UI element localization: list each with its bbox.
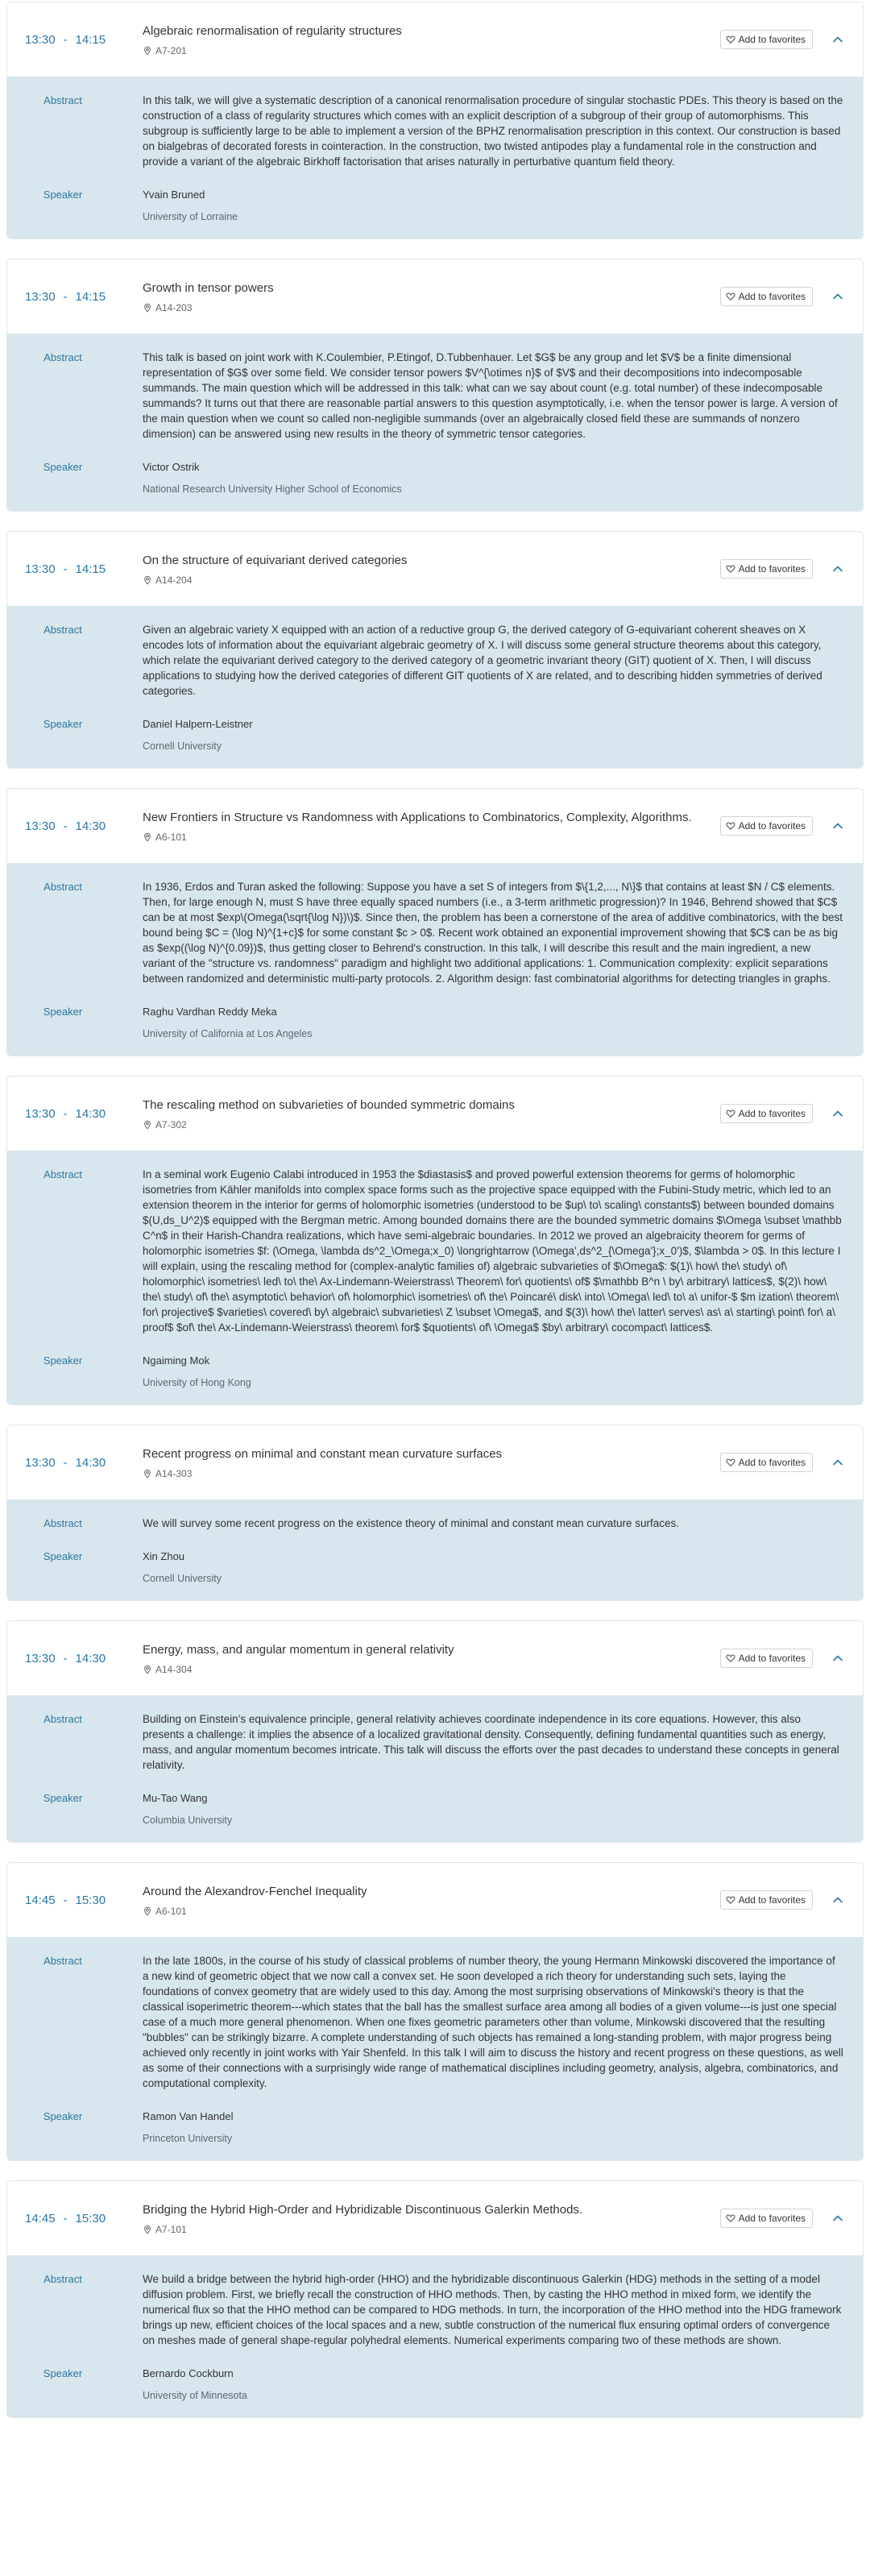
time-separator: - bbox=[63, 2211, 68, 2225]
talk-title-block bbox=[143, 789, 702, 863]
heart-outline-icon bbox=[726, 2213, 735, 2223]
abstract-row bbox=[7, 93, 863, 169]
talk-header bbox=[7, 789, 863, 863]
speaker-name: Bernardo Cockburn bbox=[143, 2367, 234, 2379]
time-separator: - bbox=[63, 562, 68, 576]
talk-header bbox=[7, 1076, 863, 1151]
talk-room bbox=[143, 1906, 702, 1917]
abstract-label: Abstract bbox=[44, 2273, 82, 2285]
collapse-chevron-up-icon[interactable] bbox=[831, 289, 845, 304]
abstract-text: Given an algebraic variety X equipped with an action of a reductive group G, the derived category of G-equivariant coherent sheaves on X encodes lots of information about the equivariant algebraic geometry of X. I will discuss some general structure theorems about this category, which relate the equivariant derived category to the derived category of a geometric invariant theory (GIT) quotient of X. Then, I will discuss applications to studying how the derived categories of different GIT quotients of X are related, and to describing hidden symmetries of derived categories. bbox=[143, 624, 822, 697]
start-time: 13:30 bbox=[25, 1455, 56, 1470]
abstract-row bbox=[7, 2271, 863, 2348]
heart-outline-icon bbox=[726, 821, 735, 831]
talk-title: Growth in tensor powers bbox=[143, 281, 274, 295]
talk-room bbox=[143, 2224, 702, 2235]
favorite-label: Add to favorites bbox=[738, 34, 806, 45]
abstract-row bbox=[7, 622, 863, 699]
talk-header bbox=[7, 2181, 863, 2255]
time-separator: - bbox=[63, 819, 68, 833]
room-label: A14-204 bbox=[155, 575, 193, 586]
favorite-label: Add to favorites bbox=[738, 1108, 806, 1119]
talk-header bbox=[7, 2, 863, 77]
speaker-info bbox=[143, 1549, 863, 1586]
speaker-row bbox=[7, 1790, 863, 1827]
speaker-label: Speaker bbox=[43, 718, 83, 730]
talk-room bbox=[143, 832, 702, 843]
talk-title-block bbox=[143, 2181, 702, 2255]
speaker-label: Speaker bbox=[43, 1006, 83, 1018]
collapse-chevron-up-icon[interactable] bbox=[831, 2211, 845, 2225]
end-time: 14:30 bbox=[75, 1455, 106, 1470]
speaker-row bbox=[7, 1549, 863, 1586]
abstract-label: Abstract bbox=[44, 351, 82, 363]
start-time: 14:45 bbox=[25, 2211, 56, 2225]
start-time: 13:30 bbox=[25, 1106, 56, 1121]
talk-title-block bbox=[143, 1621, 702, 1695]
abstract-text: In the late 1800s, in the course of his study of classical problems of number theory, the young Hermann Minkowski discovered the importance of a new kind of geometric object that we now call a convex set. He soon developed a rich theory for understanding such sets, laying the foundations of convex geometry that are widely used to this day. Among the most surprising observations of Minkowski's theory is that the classical isoperimetric theorem---which states that the ball has the smallest surface area among all bodies of a given volume---is just one special case of a much more general phenomenon. When one fixes geometric parameters other than volume, Minkowski discovered that the resulting "bubbles" can be strikingly bizarre. A complete understanding of such objects has remained a long-standing problem, with major progress being achieved only recently in joint works with Yair Shenfeld. In this talk I will aim to discuss the history and recent progress on these questions, as well as some of their connections with a surprisingly wide range of mathematical disciplines including geometry, analysis, algebra, combinatorics, and computational complexity. bbox=[143, 1955, 843, 2089]
end-time: 14:30 bbox=[75, 1106, 106, 1121]
talk-room bbox=[143, 1664, 702, 1675]
speaker-name: Yvain Bruned bbox=[143, 189, 205, 201]
collapse-chevron-up-icon[interactable] bbox=[831, 32, 845, 47]
collapse-chevron-up-icon[interactable] bbox=[831, 819, 845, 833]
speaker-name: Xin Zhou bbox=[143, 1550, 185, 1562]
room-label: A6-101 bbox=[155, 832, 187, 843]
speaker-name: Ngaiming Mok bbox=[143, 1354, 210, 1367]
abstract-row bbox=[7, 1167, 863, 1335]
speaker-row bbox=[7, 2366, 863, 2403]
start-time: 13:30 bbox=[25, 32, 56, 47]
favorite-label: Add to favorites bbox=[738, 1894, 806, 1906]
speaker-label: Speaker bbox=[43, 1550, 83, 1562]
talk-details bbox=[7, 334, 863, 511]
abstract-text: We will survey some recent progress on the existence theory of minimal and constant mean curvature surfaces. bbox=[143, 1517, 680, 1529]
talk-title: Bridging the Hybrid High-Order and Hybridizable Discontinuous Galerkin Methods. bbox=[143, 2203, 583, 2217]
speaker-affiliation: Cornell University bbox=[143, 740, 222, 752]
heart-outline-icon bbox=[726, 292, 735, 301]
speaker-label: Speaker bbox=[43, 461, 83, 473]
talk-time bbox=[25, 789, 106, 863]
location-pin-icon bbox=[143, 2225, 152, 2234]
speaker-label: Speaker bbox=[43, 1792, 83, 1804]
add-to-favorites-button[interactable] bbox=[720, 1104, 813, 1123]
talk-card bbox=[6, 788, 864, 1056]
location-pin-icon bbox=[143, 575, 152, 585]
talk-time bbox=[25, 1076, 106, 1151]
talk-title: Around the Alexandrov-Fenchel Inequality bbox=[143, 1885, 367, 1898]
collapse-chevron-up-icon[interactable] bbox=[831, 1106, 845, 1121]
talk-details bbox=[7, 1151, 863, 1404]
room-label: A14-304 bbox=[155, 1664, 193, 1675]
speaker-affiliation: University of Hong Kong bbox=[143, 1377, 251, 1388]
talk-card bbox=[6, 531, 864, 769]
room-label: A7-101 bbox=[155, 2224, 187, 2235]
speaker-info bbox=[143, 459, 863, 496]
add-to-favorites-button[interactable] bbox=[720, 1453, 813, 1472]
abstract-row bbox=[7, 350, 863, 442]
speaker-label: Speaker bbox=[43, 189, 83, 201]
abstract-row bbox=[7, 1953, 863, 2091]
location-pin-icon bbox=[143, 1665, 152, 1674]
speaker-row bbox=[7, 459, 863, 496]
talk-header bbox=[7, 532, 863, 606]
heart-outline-icon bbox=[726, 564, 735, 574]
end-time: 14:30 bbox=[75, 819, 106, 833]
talk-header bbox=[7, 1425, 863, 1500]
add-to-favorites-button[interactable] bbox=[720, 816, 813, 836]
start-time: 13:30 bbox=[25, 562, 56, 576]
speaker-info bbox=[143, 1004, 863, 1041]
end-time: 15:30 bbox=[75, 2211, 106, 2225]
speaker-name: Mu-Tao Wang bbox=[143, 1792, 208, 1804]
speaker-affiliation: Princeton University bbox=[143, 2133, 233, 2144]
talk-title-block bbox=[143, 532, 702, 606]
talk-room bbox=[143, 45, 702, 56]
abstract-label: Abstract bbox=[44, 881, 82, 893]
room-label: A14-203 bbox=[155, 302, 193, 313]
speaker-info bbox=[143, 187, 863, 224]
favorite-label: Add to favorites bbox=[738, 563, 806, 575]
abstract-text: Building on Einstein’s equivalence principle, general relativity achieves coordinate independence in its core equations. However, this also presents a challenge: it implies the absence of a localized gravitational density. Consequently, defining fundamental quantities such as energy, mass, and angular momentum becomes intricate. This talk will discuss the efforts over the past decades to understand these concepts in general relativity. bbox=[143, 1713, 839, 1771]
speaker-info bbox=[143, 1790, 863, 1827]
abstract-label: Abstract bbox=[44, 1713, 82, 1725]
talk-card bbox=[6, 1620, 864, 1843]
talk-details bbox=[7, 1500, 863, 1600]
speaker-label: Speaker bbox=[43, 2367, 83, 2379]
talk-card bbox=[6, 259, 864, 512]
abstract-label: Abstract bbox=[44, 1168, 82, 1180]
speaker-info bbox=[143, 716, 863, 753]
location-pin-icon bbox=[143, 1906, 152, 1916]
abstract-row bbox=[7, 1516, 863, 1531]
talk-time bbox=[25, 532, 106, 606]
abstract-text: We build a bridge between the hybrid high-order (HHO) and the hybridizable discontinuous Galerkin (HDG) methods in the setting of a model diffusion problem. First, we briefly recall the construction of HHO methods. Then, by casting the HHO method in mixed form, we identify the numerical flux so that the HHO method can be compared to HDG methods. In turn, the incorporation of the HHO method into the HDG framework brings up new, efficient choices of the local spaces and a new, subtle construction of the numerical flux ensuring optimal orders of convergence on meshes made of general shape-regular polyhedral elements. Numerical experiments comparing two of these methods are shown. bbox=[143, 2273, 842, 2346]
talk-time bbox=[25, 1863, 106, 1937]
talk-header bbox=[7, 1621, 863, 1695]
location-pin-icon bbox=[143, 1469, 152, 1479]
location-pin-icon bbox=[143, 46, 152, 56]
speaker-info bbox=[143, 1353, 863, 1390]
end-time: 14:15 bbox=[75, 289, 106, 304]
talk-details bbox=[7, 606, 863, 768]
time-separator: - bbox=[63, 1455, 68, 1470]
heart-outline-icon bbox=[726, 1653, 735, 1663]
talk-card bbox=[6, 1862, 864, 2161]
talk-room bbox=[143, 575, 702, 586]
add-to-favorites-button[interactable] bbox=[720, 2209, 813, 2228]
speaker-affiliation: University of California at Los Angeles bbox=[143, 1028, 313, 1039]
speaker-label: Speaker bbox=[43, 1354, 83, 1367]
start-time: 14:45 bbox=[25, 1893, 56, 1907]
talk-title-block bbox=[143, 2, 702, 77]
room-label: A7-302 bbox=[155, 1119, 187, 1130]
speaker-label: Speaker bbox=[43, 2110, 83, 2122]
add-to-favorites-button[interactable] bbox=[720, 1890, 813, 1910]
talk-time bbox=[25, 2, 106, 77]
talk-time bbox=[25, 1621, 106, 1695]
abstract-row bbox=[7, 879, 863, 986]
collapse-chevron-up-icon[interactable] bbox=[831, 1651, 845, 1665]
time-separator: - bbox=[63, 1893, 68, 1907]
end-time: 14:15 bbox=[75, 32, 106, 47]
talk-details bbox=[7, 863, 863, 1056]
speaker-row bbox=[7, 1353, 863, 1390]
favorite-label: Add to favorites bbox=[738, 2213, 806, 2224]
talk-card bbox=[6, 1076, 864, 1405]
talk-room bbox=[143, 302, 702, 313]
location-pin-icon bbox=[143, 303, 152, 313]
abstract-label: Abstract bbox=[44, 1517, 82, 1529]
location-pin-icon bbox=[143, 1120, 152, 1130]
talk-time bbox=[25, 1425, 106, 1500]
time-separator: - bbox=[63, 289, 68, 304]
talk-title: The rescaling method on subvarieties of bounded symmetric domains bbox=[143, 1098, 515, 1112]
location-pin-icon bbox=[143, 832, 152, 842]
speaker-affiliation: Cornell University bbox=[143, 1573, 222, 1584]
abstract-text: This talk is based on joint work with K.Coulembier, P.Etingof, D.Tubbenhauer. Let $G$ be any group and let $V$ be a finite dimensional representation of $G$ over some field. We consider tensor powers $V^{\otimes n}$ of $V$ and their decompositions into indecomposable summands. The main question which will be addressed in this talk: what can we say about count (e.g. total number) of these indecomposable summands? It turns out that there are reasonable partial answers to this question asymptotically, i.e. when the tensor power is large. A version of the main question when we count so called non-negligible summands (over an algebraically closed field these are summands of nonzero dimension) can be answered using new results in the theory of symmetric tensor categories. bbox=[143, 351, 838, 440]
speaker-affiliation: University of Lorraine bbox=[143, 211, 238, 222]
talk-room bbox=[143, 1468, 702, 1479]
favorite-label: Add to favorites bbox=[738, 1653, 806, 1664]
heart-outline-icon bbox=[726, 1458, 735, 1467]
heart-outline-icon bbox=[726, 35, 735, 44]
talk-title: On the structure of equivariant derived categories bbox=[143, 554, 408, 567]
talk-title-block bbox=[143, 259, 702, 334]
speaker-name: Daniel Halpern-Leistner bbox=[143, 718, 253, 730]
speaker-row bbox=[7, 187, 863, 224]
speaker-name: Raghu Vardhan Reddy Meka bbox=[143, 1006, 277, 1018]
speaker-affiliation: University of Minnesota bbox=[143, 2390, 247, 2401]
speaker-name: Victor Ostrik bbox=[143, 461, 200, 473]
start-time: 13:30 bbox=[25, 289, 56, 304]
talk-title: New Frontiers in Structure vs Randomness with Applications to Combinatorics, Complexity, Algorithms. bbox=[143, 811, 692, 824]
add-to-favorites-button[interactable] bbox=[720, 559, 813, 579]
talk-header bbox=[7, 259, 863, 334]
collapse-chevron-up-icon[interactable] bbox=[831, 562, 845, 576]
abstract-text: In a seminal work Eugenio Calabi introduced in 1953 the $diastasis$ and proved powerful extension theorems for germs of holomorphic isometries from Kähler manifolds into complex space forms such as the projective space equipped with the Fubini-Study metric, which led to an extension theorem in the interior for germs of holomorphic isometries (understood to be $up\ to\ scaling\ constants$) between bounded domains $(U,ds_U^2)$ equipped with the Bergman metric. Among bounded domains there are the bounded symmetric domains $\Omega \subset \mathbb C^n$ in their Harish-Chandra realizations, which have semi-algebraic boundaries. In 2012 we proved an algebraicity theorem for germs of holomorphic isometries $f: (\Omega, \lambda ds^2_\Omega;x_0) \longrightarrow (\Omega',ds^2_{\Omega'};x_0')$, $\lambda > 0$. In this lecture I will explain, using the rescaling method for (complex-analytic families of) algebraic subvarieties of $\Omega$: $(1)\ how\ the\ study\ of\ holomorphic\ isometries\ led\ to\ the\ Ax-Lindemann-Weierstrass\ Theorem\ for\ quotients\ of$ $\mathbb B^n \ by\ arbitrary\ lattices$, $(2)\ how\ the\ study\ of\ the\ asymptotic\ behavior\ of\ holomorphic\ isometries\ of\ the\ Poincaré\ disk\ into\ \Omega\ led\ to\ a\ unifor-$ $m ization\ theorem\ for\ projective$ $varieties\ covered\ by\ algebraic\ subvarieties\ Z \subset \Omega$, and $(3)\ how\ the\ latter\ serves\ as\ a\ starting\ point\ for\ a\ proof$ $of\ the\ Ax-Lindemann-Weierstrass\ theorem\ for$ $quotients\ of\ \Omega$ $by\ arbitrary\ cocompact\ lattices$. bbox=[143, 1168, 842, 1334]
talk-card bbox=[6, 2, 864, 239]
start-time: 13:30 bbox=[25, 1651, 56, 1665]
talk-title-block bbox=[143, 1425, 702, 1500]
collapse-chevron-up-icon[interactable] bbox=[831, 1893, 845, 1907]
talk-card bbox=[6, 2180, 864, 2418]
heart-outline-icon bbox=[726, 1895, 735, 1905]
talk-title-block bbox=[143, 1076, 702, 1151]
talk-header bbox=[7, 1863, 863, 1937]
talk-room bbox=[143, 1119, 702, 1130]
favorite-label: Add to favorites bbox=[738, 291, 806, 302]
talk-time bbox=[25, 259, 106, 334]
talk-details bbox=[7, 1937, 863, 2160]
room-label: A14-303 bbox=[155, 1468, 193, 1479]
end-time: 15:30 bbox=[75, 1893, 106, 1907]
talk-details bbox=[7, 2255, 863, 2417]
abstract-label: Abstract bbox=[44, 624, 82, 636]
add-to-favorites-button[interactable] bbox=[720, 30, 813, 49]
talk-title: Energy, mass, and angular momentum in general relativity bbox=[143, 1643, 454, 1657]
speaker-row bbox=[7, 1004, 863, 1041]
end-time: 14:15 bbox=[75, 562, 106, 576]
speaker-name: Ramon Van Handel bbox=[143, 2110, 234, 2122]
time-separator: - bbox=[63, 1651, 68, 1665]
talk-details bbox=[7, 77, 863, 239]
talk-details bbox=[7, 1695, 863, 1842]
add-to-favorites-button[interactable] bbox=[720, 1649, 813, 1668]
talk-time bbox=[25, 2181, 106, 2255]
add-to-favorites-button[interactable] bbox=[720, 287, 813, 306]
talk-card bbox=[6, 1425, 864, 1601]
speaker-affiliation: Columbia University bbox=[143, 1815, 233, 1826]
time-separator: - bbox=[63, 1106, 68, 1121]
speaker-info bbox=[143, 2366, 863, 2403]
speaker-info bbox=[143, 2109, 863, 2146]
speaker-row bbox=[7, 2109, 863, 2146]
heart-outline-icon bbox=[726, 1109, 735, 1118]
speaker-row bbox=[7, 716, 863, 753]
talk-title-block bbox=[143, 1863, 702, 1937]
speaker-affiliation: National Research University Higher School of Economics bbox=[143, 483, 402, 495]
end-time: 14:30 bbox=[75, 1651, 106, 1665]
abstract-text: In 1936, Erdos and Turan asked the following: Suppose you have a set S of integers from $\{1,2,..., N\}$ that contains at least $N / C$ elements. Then, for large enough N, must S have three equally spaced numbers (i.e., a 3-term arithmetic progression)? In 1946, Behrend showed that $C$ can be at most $exp\(Omega(\sqrt{\log N})\)$. Since then, the problem has been a cornerstone of the area of additive combinatorics, with the best bound being $C = (\log N)^{1+c}$ for some constant $c > 0$. Recent work obtained an exponential improvement showing that $C$ can be as big as $exp((\log N)^{0.09})$, thus getting closer to Behrend's construction. In this talk, I will describe this result and the main ingredient, a new variant of the "structure vs. randomness" paradigm and highlight two additional applications: 1. Communication complexity: explicit separations between randomized and deterministic multi-party protocols. 2. Algorithm design: fast combinatorial algorithms for detecting triangles in graphs. bbox=[143, 881, 843, 985]
abstract-label: Abstract bbox=[44, 1955, 82, 1967]
abstract-row bbox=[7, 1711, 863, 1773]
start-time: 13:30 bbox=[25, 819, 56, 833]
favorite-label: Add to favorites bbox=[738, 1457, 806, 1468]
favorite-label: Add to favorites bbox=[738, 820, 806, 832]
talk-title: Algebraic renormalisation of regularity structures bbox=[143, 24, 402, 38]
room-label: A6-101 bbox=[155, 1906, 187, 1917]
collapse-chevron-up-icon[interactable] bbox=[831, 1455, 845, 1470]
talk-title: Recent progress on minimal and constant mean curvature surfaces bbox=[143, 1447, 503, 1461]
abstract-label: Abstract bbox=[44, 94, 82, 106]
time-separator: - bbox=[63, 32, 68, 47]
room-label: A7-201 bbox=[155, 45, 187, 56]
abstract-text: In this talk, we will give a systematic description of a canonical renormalisation procedure of singular stochastic PDEs. This theory is based on the construction of a class of regularity structures which comes with an explicit description of a subgroup of their group of automorphisms. This subgroup is sufficiently large to be able to implement a version of the BPHZ renormalisation prescription in this context. Our construction is based on bialgebras of decorated forests in cointeraction. In the construction, two twisted antipodes play a fundamental role in the construction and provide a variant of the algebraic Birkhoff factorisation that arises naturally in perturbative quantum field theory. bbox=[143, 94, 843, 168]
